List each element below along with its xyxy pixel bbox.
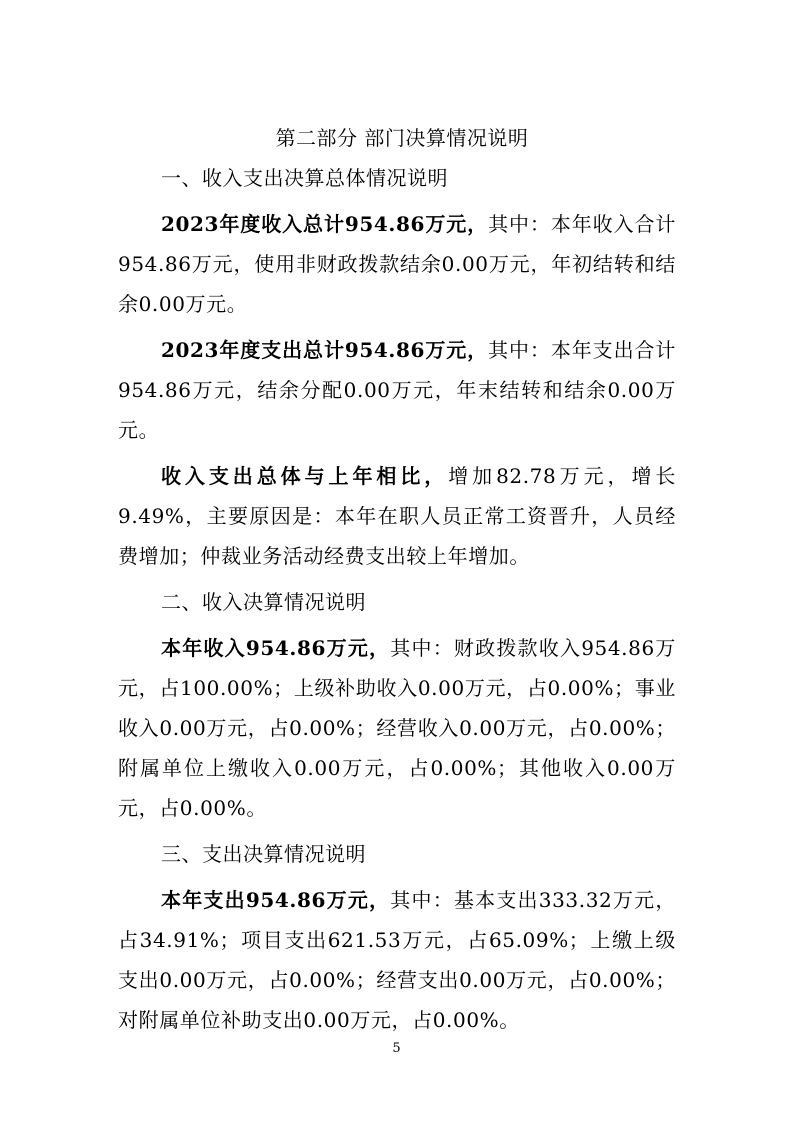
paragraph-text: 其中：本年收入合计954.86万元，使用非财政拨款结余0.00万元，年初结转和结余0.00万元。 (118, 212, 676, 316)
paragraph-text: 增加82.78万元，增长9.49%，主要原因是：本年在职人员正常工资晋升，人员经费增加；仲裁业务活动经费支出较上年增加。 (118, 464, 676, 568)
paragraph-text: 其中：基本支出333.32万元，占34.91%；项目支出621.53万元，占65.09%；上缴上级支出0.00万元，占0.00%；经营支出0.00万元，占0.00%；对附属单位补助支出0.00万元，占0.00%。 (118, 888, 676, 1032)
section-heading-overall: 一、收入支出决算总体情况说明 (161, 166, 448, 190)
paragraph-lead: 本年收入954.86万元， (161, 636, 391, 660)
paragraph-lead: 2023年度支出总计954.86万元， (161, 338, 489, 362)
paragraph-text: 其中：财政拨款收入954.86万元，占100.00%；上级补助收入0.00万元，占0.00%；事业收入0.00万元，占0.00%；经营收入0.00万元，占0.00%；附属单位上缴收入0.00万元，占0.00%；其他收入0.00万元，占0.00%。 (118, 636, 676, 820)
paragraph-text: 其中：本年支出合计954.86万元，结余分配0.00万元，年末结转和结余0.00万元。 (118, 338, 676, 442)
page-number: 5 (392, 1041, 401, 1056)
paragraph-income-detail (118, 628, 676, 828)
document-body (118, 118, 676, 1040)
paragraph-lead: 2023年度收入总计954.86万元， (161, 212, 489, 236)
paragraph-expense-detail (118, 880, 676, 1040)
section-heading-expense: 三、支出决算情况说明 (161, 842, 366, 866)
paragraph-lead: 本年支出954.86万元， (161, 888, 391, 912)
paragraph-year-comparison (118, 456, 676, 576)
paragraph-total-expense (118, 330, 676, 450)
paragraph-lead: 收入支出总体与上年相比， (161, 464, 449, 488)
paragraph-total-income (118, 204, 676, 324)
section-heading-income: 二、收入决算情况说明 (161, 590, 366, 614)
page-title: 第二部分 部门决算情况说明 (275, 126, 529, 150)
